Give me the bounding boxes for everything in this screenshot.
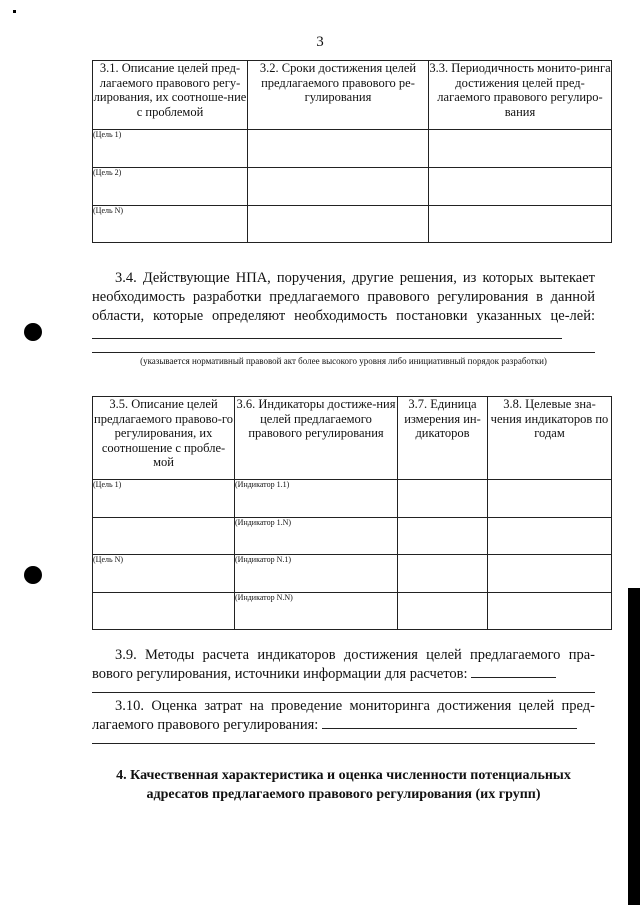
unit-cell[interactable] [398,555,488,593]
fill-line[interactable] [92,692,595,693]
paragraph-3-10 [92,697,595,735]
goals-table [92,60,612,243]
indicators-header-targets: 3.8. Целевые зна-чения индикаторов по годам [488,397,612,480]
paragraph-3-9 [92,646,595,684]
paragraph-3-4 [92,269,595,345]
punch-hole [24,323,42,341]
indicator-cell: (Индикатор 1.N) [235,518,398,555]
target-cell[interactable] [488,518,612,555]
indicators-header-indicators: 3.6. Индикаторы достиже-ния целей предлагаемого правового регулирования [235,397,398,480]
indicator-cell: (Индикатор 1.1) [235,480,398,518]
fill-line[interactable] [92,326,562,339]
target-cell[interactable] [488,480,612,518]
unit-cell[interactable] [398,518,488,555]
fill-line[interactable] [471,665,556,678]
goals-header-deadlines: 3.2. Сроки достижения целей предлагаемого правового ре-гулирования [248,61,429,130]
unit-cell[interactable] [398,593,488,630]
paragraph-3-9-text: 3.9. Методы расчета индикаторов достижения целей предлагаемого пра-вового регулирования, источники информации для расчетов: [92,647,595,682]
monitoring-cell[interactable] [429,168,612,206]
goal-cell: (Цель 2) [93,168,248,206]
indicators-header-unit: 3.7. Единица измерения ин-дикаторов [398,397,488,480]
indicators-header-description: 3.5. Описание целей предлагаемого правово-го регулирования, их соотношение с пробле-мой [93,397,235,480]
section-4-title: 4. Качественная характеристика и оценка численности потенциальных адресатов предлагаемого правового регулирования (их групп) [116,768,571,802]
goal-cell: (Цель N) [93,206,248,243]
indicators-table [92,396,612,630]
indicator-cell: (Индикатор N.N) [235,593,398,630]
goal-cell: (Цель 1) [93,480,235,518]
goal-cell [93,593,235,630]
monitoring-cell[interactable] [429,130,612,168]
scan-edge-shadow [628,588,640,905]
fill-line[interactable] [322,716,577,729]
deadline-cell[interactable] [248,206,429,243]
target-cell[interactable] [488,593,612,630]
fill-line[interactable] [92,743,595,744]
goal-cell [93,518,235,555]
monitoring-cell[interactable] [429,206,612,243]
punch-hole [24,566,42,584]
deadline-cell[interactable] [248,130,429,168]
fill-line[interactable] [92,352,595,353]
paragraph-3-10-text: 3.10. Оценка затрат на проведение мониторинга достижения целей пред-лагаемого правового регулирования: [92,698,595,733]
page-number: 3 [316,34,324,50]
goal-cell: (Цель N) [93,555,235,593]
scan-speck [13,10,16,13]
paragraph-3-4-note: (указывается нормативный правовой акт более высокого уровня либо инициативный порядок разработки) [140,356,547,366]
goal-cell: (Цель 1) [93,130,248,168]
paragraph-3-4-text: 3.4. Действующие НПА, поручения, другие решения, из которых вытекает необходимость разработки предлагаемого правового регулирования в данной области, которые определяют необходимость постановки указанных це-лей: [92,270,595,324]
target-cell[interactable] [488,555,612,593]
indicator-cell: (Индикатор N.1) [235,555,398,593]
deadline-cell[interactable] [248,168,429,206]
goals-header-description: 3.1. Описание целей пред-лагаемого правового регу-лирования, их соотноше-ние с проблемой [93,61,248,130]
unit-cell[interactable] [398,480,488,518]
goals-header-monitoring: 3.3. Периодичность монито-ринга достижения целей пред-лагаемого правового регулиро-вания [429,61,612,130]
